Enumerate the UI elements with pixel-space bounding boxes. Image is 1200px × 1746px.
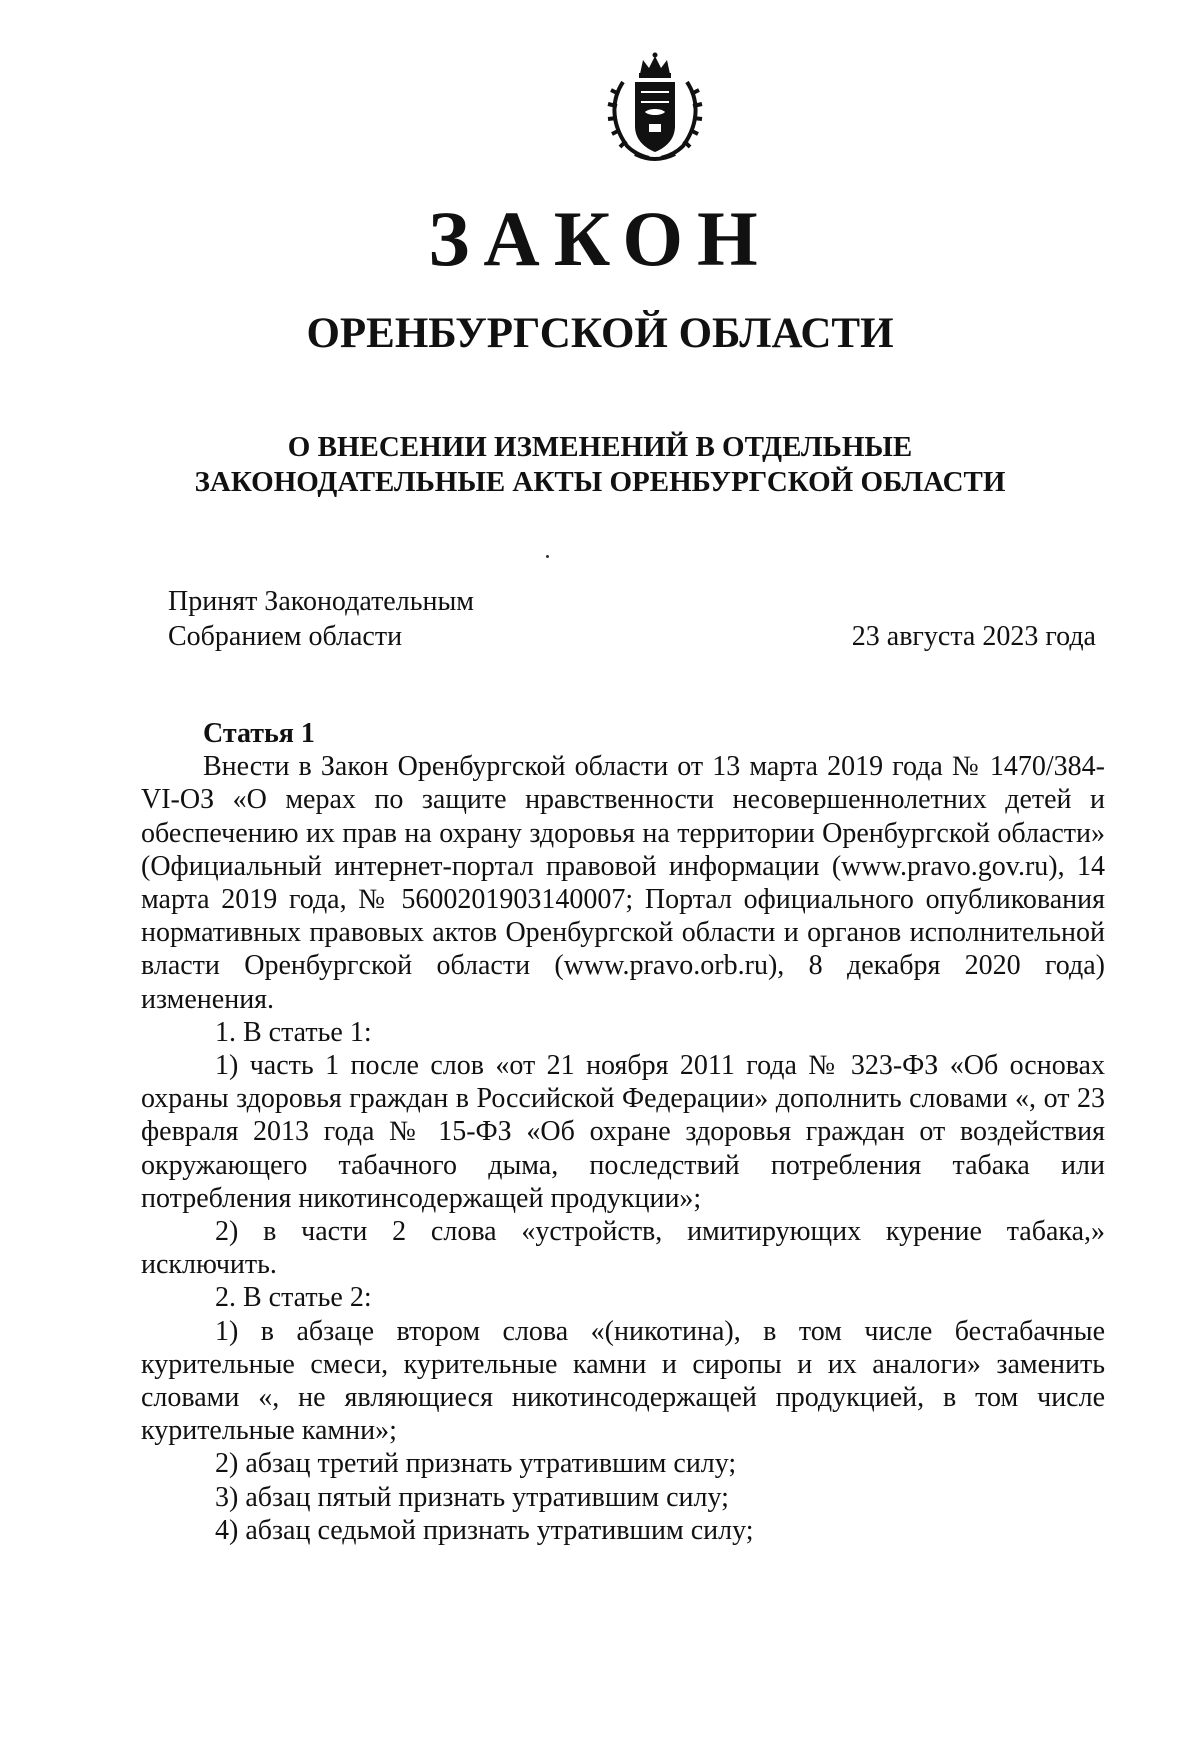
law-subject	[0, 430, 1200, 500]
law-body	[141, 717, 1105, 1547]
body-paragraph: 2. В статье 2:	[215, 1282, 372, 1314]
law-title: ЗАКОН	[428, 195, 772, 282]
adoption-date: 23 августа 2023 года	[851, 621, 1096, 652]
adoption-note	[168, 584, 474, 654]
article-heading: Статья 1	[203, 718, 315, 749]
scan-dot	[546, 555, 549, 558]
body-paragraph: 2) абзац третий признать утратившим силу;	[215, 1448, 737, 1480]
adoption-note-line: Принят Законодательным	[168, 586, 474, 617]
law-subject-line: ЗАКОНОДАТЕЛЬНЫЕ АКТЫ ОРЕНБУРГСКОЙ ОБЛАСТИ	[194, 466, 1006, 498]
body-paragraph: Внести в Закон Оренбургской области от 13 марта 2019 года № 1470/384-VI-ОЗ «О мерах по защите нравственности несовершеннолетних детей и обеспечению их прав на охрану здоровья на территории Оренбургской области» (Официальный интернет-портал правовой информации (www.pravo.gov.ru), 14 марта 2019 года, № 5600201903140007; Портал официального опубликования нормативных правовых актов Оренбургской области и органов исполнительной власти Оренбургской области (www.pravo.orb.ru), 8 декабря 2020 года) изменения.	[141, 751, 1105, 1015]
law-subject-line: О ВНЕСЕНИИ ИЗМЕНЕНИЙ В ОТДЕЛЬНЫЕ	[287, 431, 913, 463]
body-paragraph: 3) абзац пятый признать утратившим силу;	[215, 1481, 729, 1513]
body-paragraph: 1. В статье 1:	[215, 1016, 372, 1048]
body-paragraph: 4) абзац седьмой признать утратившим силу;	[215, 1514, 754, 1546]
region-title: ОРЕНБУРГСКОЙ ОБЛАСТИ	[306, 310, 894, 357]
body-paragraph: 1) часть 1 после слов «от 21 ноября 2011 года № 323-ФЗ «Об основах охраны здоровья граждан в Российской Федерации» дополнить словами «, от 23 февраля 2013 года № 15-ФЗ «Об охране здоровья граждан от воздействия окружающего табачного дыма, последствий потребления табака или потребления никотинсодержащей продукции»;	[141, 1050, 1105, 1214]
coat-of-arms-icon	[605, 52, 705, 164]
adoption-note-line: Собранием области	[168, 621, 403, 652]
body-paragraph: 1) в абзаце втором слова «(никотина), в том числе бестабачные курительные смеси, курительные камни и сиропы и их аналоги» заменить словами «, не являющиеся никотинсодержащей продукцией, в том числе курительные камни»;	[141, 1315, 1105, 1447]
body-paragraph: 2) в части 2 слова «устройств, имитирующих курение табака,» исключить.	[141, 1216, 1105, 1281]
